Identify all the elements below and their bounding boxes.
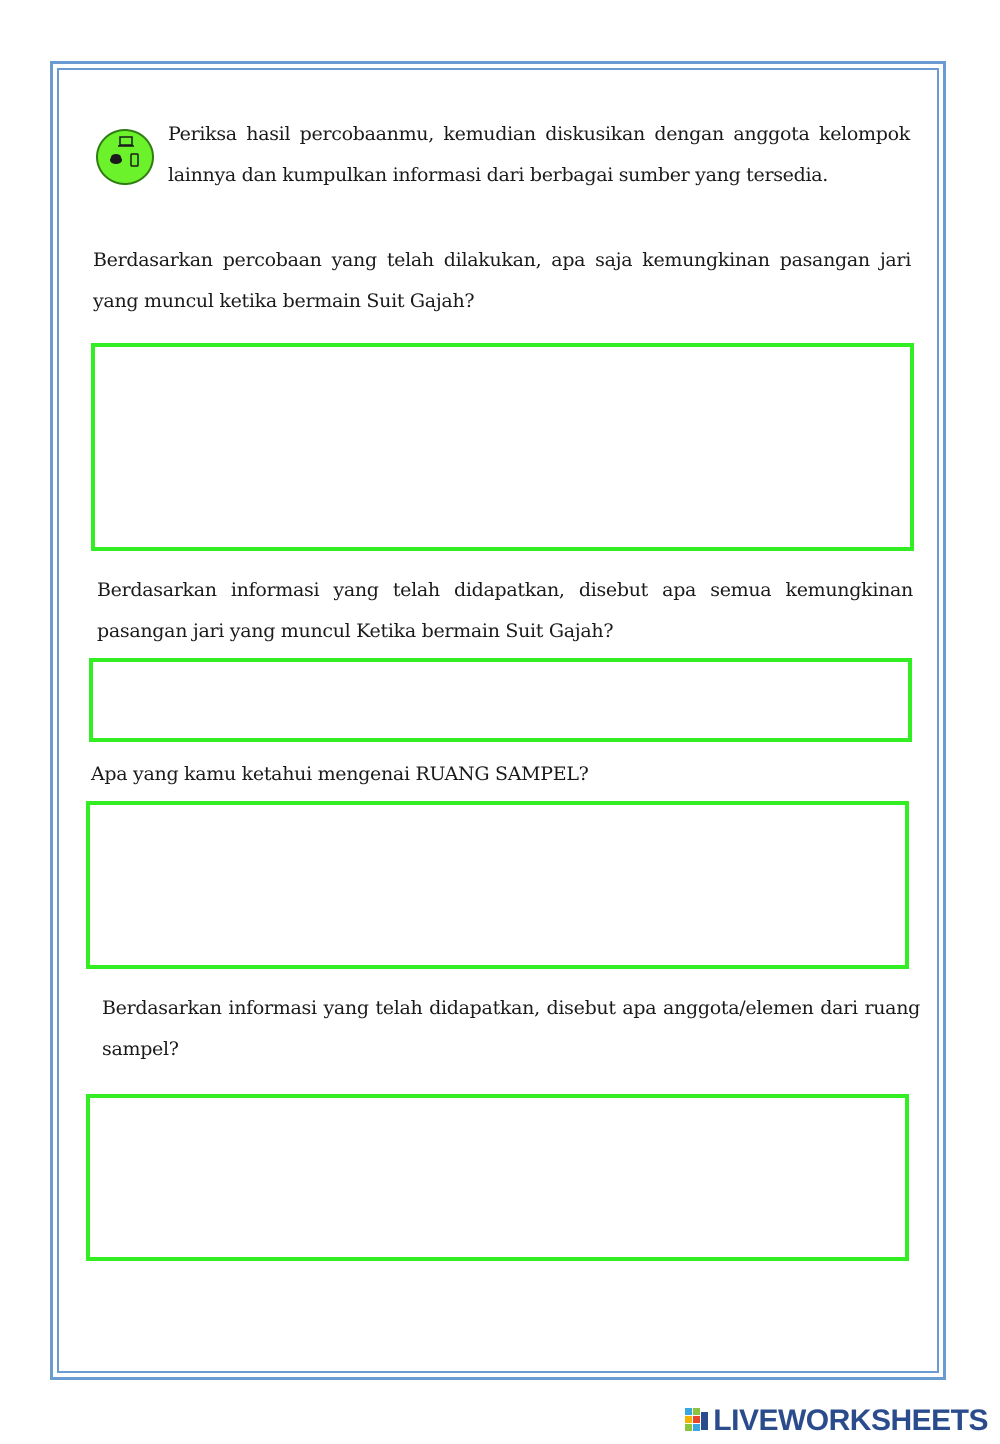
question-1-text: Berdasarkan percobaan yang telah dilakukan, apa saja kemungkinan pasangan jari yang muncul ketika bermain Suit Gajah? (93, 249, 911, 312)
liveworksheets-logo-icon (685, 1408, 709, 1434)
answer-box-4[interactable] (86, 1094, 909, 1261)
intro-text: Periksa hasil percobaanmu, kemudian diskusikan dengan anggota kelompok lainnya dan kumpulkan informasi dari berbagai sumber yang tersedia. (168, 123, 910, 186)
question-2-text: Berdasarkan informasi yang telah didapatkan, disebut apa semua kemungkinan pasangan jari yang muncul Ketika bermain Suit Gajah? (97, 579, 913, 642)
answer-box-2[interactable] (89, 658, 912, 742)
answer-box-3[interactable] (86, 801, 909, 969)
liveworksheets-logo (685, 1401, 988, 1441)
answer-box-1[interactable] (91, 343, 914, 551)
question-4-text: Berdasarkan informasi yang telah didapatkan, disebut apa anggota/elemen dari ruang sampel? (102, 997, 920, 1060)
question-3-text: Apa yang kamu ketahui mengenai RUANG SAMPEL? (91, 763, 589, 785)
brand-name: LIVEWORKSHEETS (713, 1404, 988, 1437)
group-discussion-icon (96, 129, 154, 185)
